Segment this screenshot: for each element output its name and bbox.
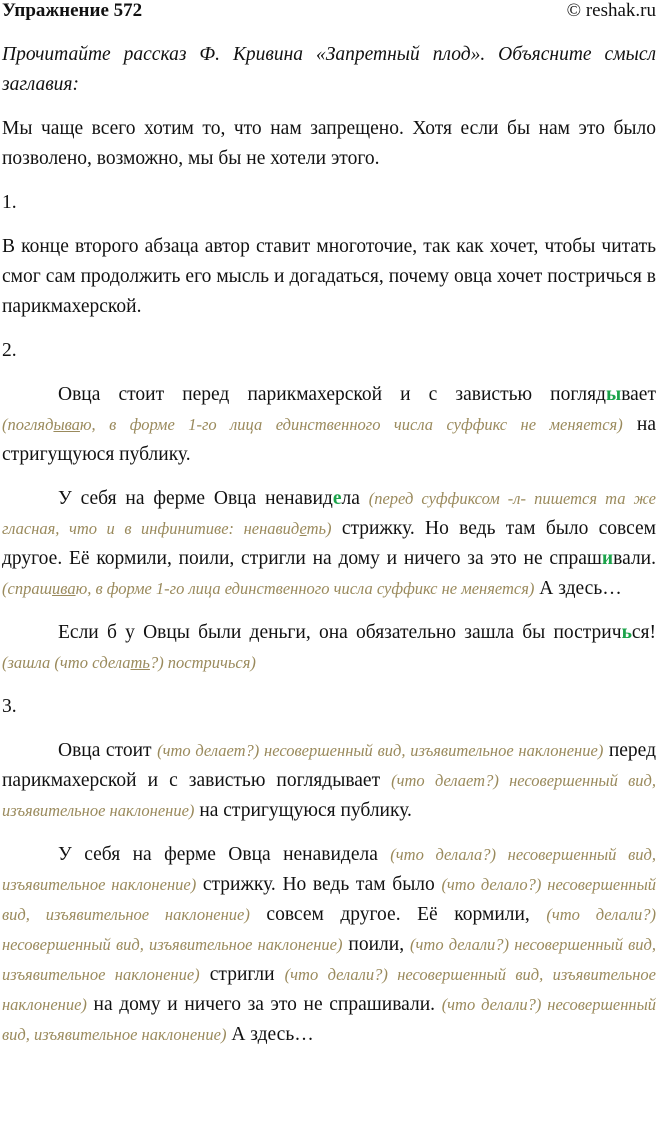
grammar-note: (что делали?) несовершенный вид, изъявительное наклонение) xyxy=(2,935,657,984)
site-credit: © reshak.ru xyxy=(566,0,656,21)
section-number-2: 2. xyxy=(2,340,17,361)
text-fragment: стригли xyxy=(209,964,275,985)
note-fragment: (перед суффиксом -л- пишется та же гласная, что и в инфинитиве: ненавид xyxy=(2,489,657,538)
highlighted-letter: ы xyxy=(605,384,622,405)
answer-text: Мы чаще всего хотим то, что нам запрещено. Хотя если бы нам это было позволено, возможно, мы бы не хотели этого. xyxy=(2,118,656,169)
section-3-paragraph-1 xyxy=(2,736,656,826)
note-fragment: (спраш xyxy=(2,579,53,598)
note-fragment: ю, в форме 1-го лица единственного числа суффикс не меняется) xyxy=(75,579,535,598)
text-fragment: Овца стоит перед парикмахерской и с завистью погляд xyxy=(58,384,606,405)
section-2-paragraph-3 xyxy=(2,618,656,678)
section-3-paragraph-2 xyxy=(2,840,656,1050)
text-fragment: Овца стоит xyxy=(58,740,152,761)
text-fragment: совсем другое. Её кормили, xyxy=(266,904,530,925)
section-number-3: 3. xyxy=(2,696,17,717)
grammar-note xyxy=(2,653,256,672)
grammar-note: (что делала?) несовершенный вид, изъявительное наклонение) xyxy=(2,845,656,894)
page-header xyxy=(2,0,656,30)
section-2-paragraph-2 xyxy=(2,484,656,604)
note-fragment: (зашла (что сдела xyxy=(2,653,131,672)
grammar-note: (что делали?) несовершенный вид, изъявительное наклонение) xyxy=(2,965,656,1014)
text-fragment: вает xyxy=(621,384,656,405)
text-fragment: Если б у Овцы были деньги, она обязательно зашла бы постри xyxy=(58,622,612,643)
underlined-letter: е xyxy=(299,519,307,538)
grammar-note xyxy=(2,415,623,434)
text-fragment: поили, xyxy=(348,934,405,955)
note-fragment: ?) постричься) xyxy=(149,653,256,672)
text-fragment: ся! xyxy=(631,622,656,643)
text-fragment: на дому и ничего за это не спрашивали. xyxy=(93,994,436,1015)
highlighted-letter: е xyxy=(332,488,342,509)
underlined-suffix: ива xyxy=(52,579,76,598)
text-fragment: стрижку. Но ведь там было xyxy=(202,874,435,895)
highlighted-letter: ь xyxy=(621,622,632,643)
task-text: Прочитайте рассказ Ф. Кривина «Запретный плод». Объясните смысл заглавия: xyxy=(2,44,656,95)
text-fragment: вали. xyxy=(613,548,656,569)
text-fragment: на стригущуюся публику. xyxy=(2,414,656,465)
text-fragment: ч xyxy=(611,622,622,643)
section-1-text: В конце второго абзаца автор ставит многоточие, так как хочет, чтобы читать смог сам продолжить его мысль и догадаться, почему овца хочет постричься в парикмахерской. xyxy=(2,236,656,317)
section-number-1: 1. xyxy=(2,192,17,213)
grammar-note: (что делает?) несовершенный вид, изъявительное наклонение) xyxy=(157,741,604,760)
text-fragment: А здесь… xyxy=(231,1024,314,1045)
text-fragment: У себя на ферме Овца ненавидела xyxy=(58,844,378,865)
exercise-title: Упражнение 572 xyxy=(2,0,143,21)
grammar-note xyxy=(2,579,534,598)
text-fragment: ла xyxy=(341,488,360,509)
text-fragment: на стригущуюся публику. xyxy=(199,800,412,821)
grammar-note: (что делало?) несовершенный вид, изъявительное наклонение) xyxy=(2,875,657,924)
text-fragment: перед парикмахерской и с завистью поглядывает xyxy=(2,740,657,791)
note-fragment: ю, в форме 1-го лица единственного числа суффикс не меняется) xyxy=(79,415,623,434)
section-2-paragraph-1 xyxy=(2,380,656,470)
underlined-ending: ть xyxy=(130,653,150,672)
highlighted-letter: и xyxy=(601,548,614,569)
text-fragment: стрижку. Но ведь там было совсем другое. Её кормили, поили, стригли на дому и ничего за это не спраш xyxy=(2,518,657,569)
grammar-note: (что делает?) несовершенный вид, изъявительное наклонение) xyxy=(2,771,656,820)
underlined-suffix: ыва xyxy=(53,415,80,434)
text-fragment: А здесь… xyxy=(539,578,622,599)
note-fragment: ть) xyxy=(306,519,332,538)
grammar-note: (что делали?) несовершенный вид, изъявительное наклонение) xyxy=(2,995,657,1044)
grammar-note: (что делали?) несовершенный вид, изъявительное наклонение) xyxy=(2,905,657,954)
text-fragment: У себя на ферме Овца ненавид xyxy=(58,488,333,509)
note-fragment: (погляд xyxy=(2,415,54,434)
